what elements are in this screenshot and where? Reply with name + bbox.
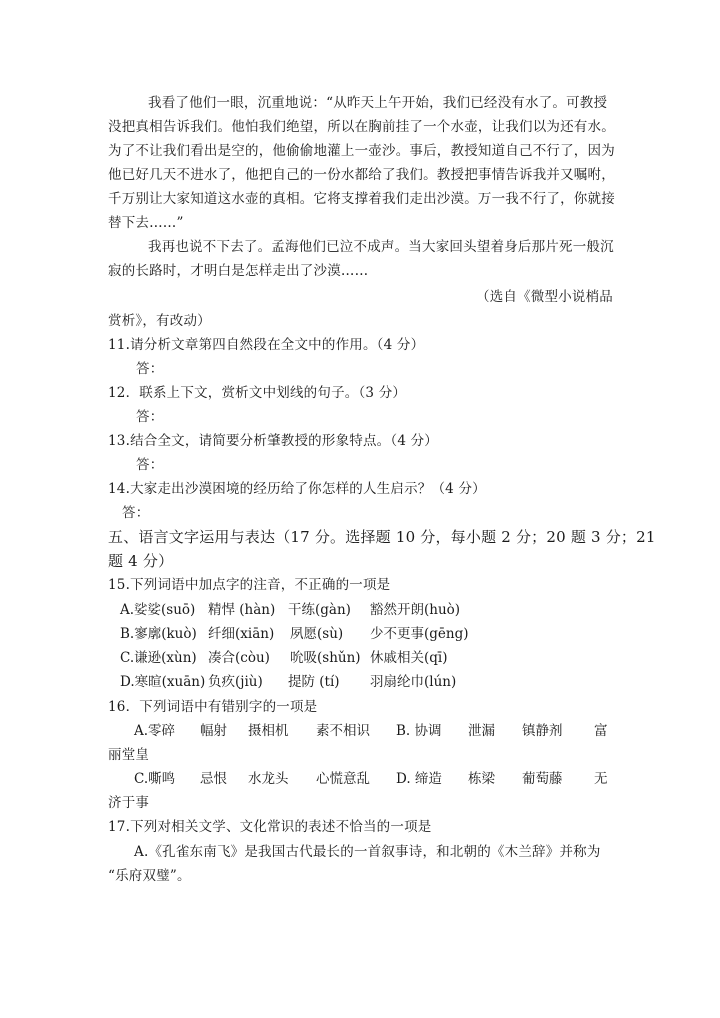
source-citation: （选自《微型小说梢品 (476, 289, 613, 305)
question-15: 15.下列词语中加点字的注音，不正确的一项是 (108, 577, 391, 593)
passage-line: 替下去……” (108, 215, 184, 231)
option-item: 豁然开朗(huò) (370, 602, 461, 618)
option-item: C.谦逊(xùn) (120, 650, 197, 666)
answer-label: 答： (136, 361, 164, 377)
option-item: 栋梁 (468, 771, 495, 787)
option-item: 忌恨 (200, 771, 227, 787)
question-16: 16．下列词语中有错别字的一项是 (108, 699, 318, 715)
option-item: 纤细(xiān) (208, 626, 275, 642)
option-item: 幅射 (200, 723, 227, 739)
question-17: 17.下列对相关文学、文化常识的表述不恰当的一项是 (108, 819, 432, 835)
option-item: 凑合(còu) (208, 650, 270, 666)
option-item: A.《孔雀东南飞》是我国古代最长的一首叙事诗，和北朝的《木兰辞》并称为 (134, 844, 601, 860)
question-12: 12．联系上下文，赏析文中划线的句子。（3 分） (108, 385, 407, 401)
option-item: B. 协调 (396, 723, 442, 739)
section-heading: 题 4 分） (108, 552, 174, 570)
option-item: 泄漏 (468, 723, 495, 739)
option-item: 干练(gàn) (288, 602, 351, 618)
option-item: “乐府双璧”。 (108, 868, 191, 884)
option-item: B.寥廓(kuò) (120, 626, 197, 642)
passage-line: 寂的长路时，才明白是怎样走出了沙漠…… (108, 263, 369, 279)
section-heading: 五、语言文字运用与表达（17 分。选择题 10 分，每小题 2 分；20 题 3 分；21 (108, 528, 656, 546)
option-item: A.娑娑(suō) (120, 602, 196, 618)
option-item: 镇静剂 (522, 723, 563, 739)
option-item: C.嘶鸣 (134, 771, 176, 787)
source-citation: 赏析》，有改动） (108, 313, 211, 329)
option-item: 水龙头 (248, 771, 289, 787)
question-14: 14.大家走出沙漠困境的经历给了你怎样的人生启示？（4 分） (108, 481, 486, 497)
passage-line: 我看了他们一眼，沉重地说：“从昨天上午开始，我们已经没有水了。可教授 (148, 95, 608, 111)
option-item: 葡萄藤 (522, 771, 563, 787)
option-continuation: 丽堂皇 (108, 747, 150, 763)
passage-line: 为了不让我们看出是空的，他偷偷地灌上一壶沙。事后，教授知道自己不行了，因为 (108, 143, 615, 159)
option-item: 夙愿(sù) (290, 626, 344, 642)
option-item: D. 缔造 (396, 771, 442, 787)
option-item: 精悍 (hàn) (208, 602, 276, 618)
option-item: 无 (594, 771, 608, 787)
passage-line: 千万别让大家知道这水壶的真相。它将支撑着我们走出沙漠。万一我不行了，你就接 (108, 191, 615, 207)
option-item: 少不更事(gēng) (370, 626, 469, 642)
option-continuation: 济于事 (108, 795, 150, 811)
option-item: 摄相机 (248, 723, 289, 739)
answer-label: 答： (122, 505, 150, 521)
option-item: 提防 (tí) (288, 674, 340, 690)
option-item: 富 (594, 723, 608, 739)
option-item: 休戚相关(qī) (370, 650, 448, 666)
option-item: 心慌意乱 (316, 771, 370, 787)
option-item: 素不相识 (316, 723, 370, 739)
passage-line: 他已好几天不进水了，他把自己的一份水都给了我们。教授把事情告诉我并又嘱咐， (108, 167, 615, 183)
passage-line: 我再也说不下去了。孟海他们已泣不成声。当大家回头望着身后那片死一般沉 (148, 239, 614, 255)
question-13: 13.结合全文，请简要分析肇教授的形象特点。（4 分） (108, 433, 438, 449)
answer-label: 答： (136, 409, 164, 425)
option-item: A.零碎 (134, 723, 176, 739)
question-11: 11.请分析文章第四自然段在全文中的作用。（4 分） (108, 337, 425, 353)
answer-label: 答： (136, 457, 164, 473)
option-item: 羽扇纶巾(lún) (370, 674, 457, 690)
option-item: 吮吸(shǔn) (290, 650, 361, 666)
option-item: D.寒暄(xuān) (120, 674, 206, 690)
option-item: 负疚(jiù) (208, 674, 263, 690)
passage-line: 没把真相告诉我们。他怕我们绝望，所以在胸前挂了一个水壶，让我们以为还有水。 (108, 119, 615, 135)
